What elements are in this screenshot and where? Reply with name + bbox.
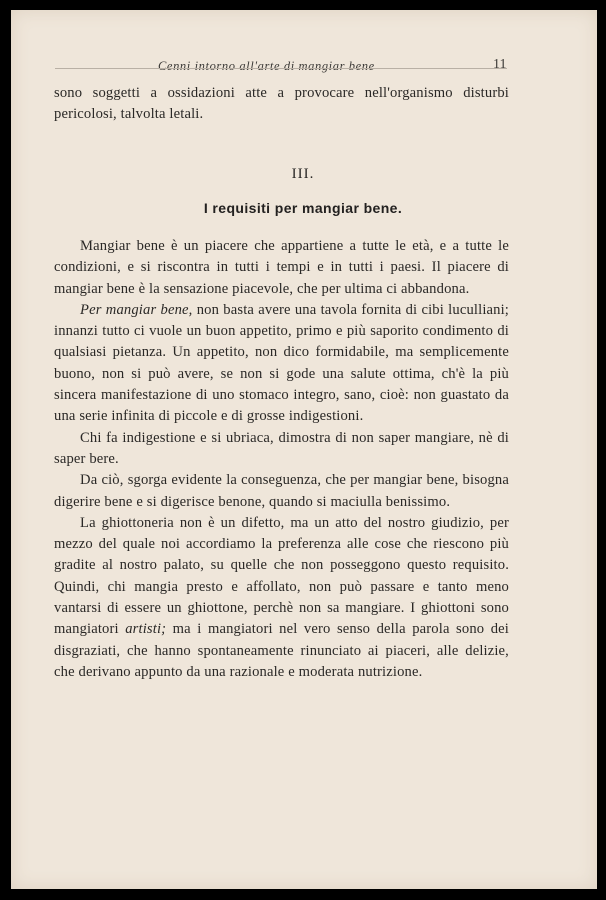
chapter-title: I requisiti per mangiar bene.: [203, 200, 403, 216]
paragraph-3: Chi fa indigestione e si ubriaca, dimostra di non saper mangiare, nè di saper bere.: [54, 429, 509, 467]
paragraph-1: Mangiar bene è un piacere che appartiene a tutte le età, e a tutte le condizioni, e si riscontra in tutti i tempi e in tutti i paesi. Il piacere di mangiar bene è la sensazione piacevole, che per ultima ci abbandona.: [54, 238, 509, 297]
paragraph-text: ma i mangiatori nel vero senso della parola sono dei disgraziati, che hanno spontaneamente rinunciato ai piaceri, alle delizie, che derivano appunto da una razionale e moderata nutrizione.: [54, 621, 509, 680]
chapter-number: III.: [291, 166, 315, 182]
page-number: 11: [493, 57, 507, 72]
page-header: [11, 55, 597, 77]
continuation-paragraph: [54, 83, 509, 126]
chapter-body: [54, 236, 509, 683]
paragraph-text: La ghiottoneria non è un difetto, ma un atto del nostro giudizio, per mezzo del quale noi accordiamo la preferenza alle cose che riescono più gradite al nostro palato, su quelle che non posseggono questo requisito. Quindi, chi mangia presto e affollato, non può passare e tanto meno vantarsi di essere un ghiottone, perchè non sa mangiare. I ghiottoni sono mangiatori: [54, 514, 509, 638]
paragraph-text: sono soggetti a ossidazioni atte a provocare nell'organismo disturbi pericolosi, talvolta letali.: [54, 85, 509, 123]
paragraph-text: non basta avere una tavola fornita di cibi luculliani; innanzi tutto ci vuole un buon appetito, primo e più saporito condimento di qualsiasi pietanza. Un appetito, non dico formidabile, ma semplicemente buono, non si può avere, se non si gode una salute ottima, ch'è la più sincera manifestazione di uno stomaco integro, sano, cioè: non guastato da una serie infinita di piccole e di grosse indigestioni.: [54, 301, 510, 425]
paragraph-2: [54, 300, 509, 428]
italic-phrase: Per mangiar bene,: [80, 301, 193, 318]
paragraph-5: [54, 513, 509, 683]
italic-word: artisti;: [125, 621, 167, 638]
running-title: Cenni intorno all'arte di mangiar bene: [158, 59, 375, 73]
paragraph-4: Da ciò, sgorga evidente la conseguenza, che per mangiar bene, bisogna digerire bene e si digerisce benone, quando si maciulla benissimo.: [54, 472, 509, 510]
header-rule: [55, 68, 507, 69]
